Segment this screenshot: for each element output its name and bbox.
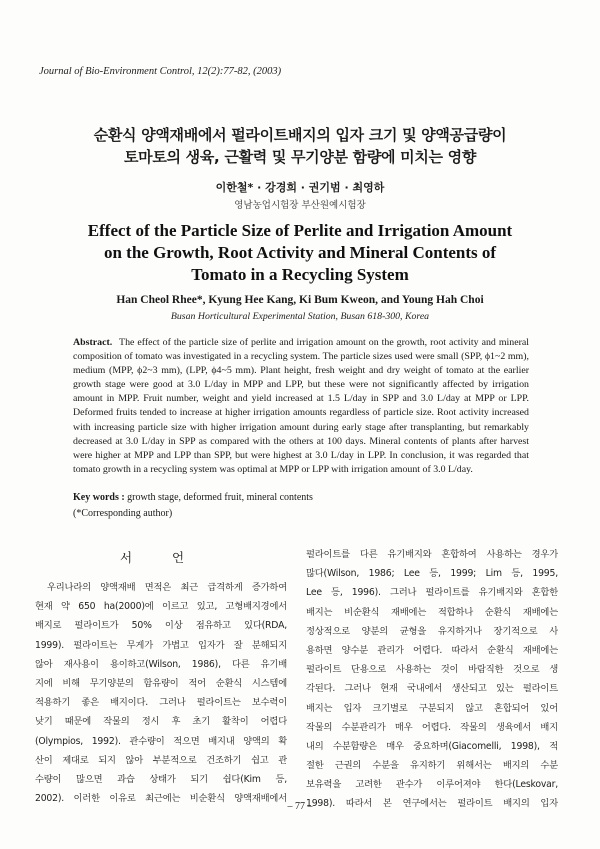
intro-right-line: 정상적으로 양분의 균형을 유지하거나 장기적으로 사	[306, 625, 558, 637]
intro-right-line: 내의 수분함량은 매우 중요하며(Giacomelli, 1998), 적	[306, 740, 558, 752]
intro-right-line: 펄라이트 단용으로 사용하는 것이 바람직한 것으로 생	[306, 664, 558, 676]
korean-affiliation: 영남농업시험장 부산원예시험장	[234, 200, 366, 211]
intro-left-line: 우리나라의 양액재배 면적은 최근 급격하게 증가하여	[47, 582, 287, 593]
korean-title-line-1: 순환식 양액재배에서 펄라이트배지의 입자 크기 및 양액공급량이	[93, 126, 507, 144]
intro-right-line: 보유력을 고려한 관수가 이루어져야 한다(Leskovar,	[306, 779, 558, 791]
intro-right-line: 1998). 따라서 본 연구에서는 펄라이트 배지의 입자	[306, 798, 558, 810]
english-title-line-1: Effect of the Particle Size of Perlite and Irrigation Amount	[87, 221, 513, 240]
korean-authors: 이한철* · 강경희 · 권기범 · 최영하	[215, 181, 385, 194]
intro-right-line: 절한 근권의 수분을 유지하기 위해서는 배지의 수분	[306, 760, 558, 772]
intro-right-line: Lee 등, 1996). 그러나 펄라이트를 유기배지와 혼합한	[306, 587, 558, 599]
intro-left-line: 현재 약 650 ha(2000)에 이르고 있고, 고형배지경에서	[35, 601, 287, 613]
intro-right-line: 배지는 비순환식 재배에는 적합하나 순환식 재배에는	[306, 606, 558, 618]
intro-right-line: 용하면 양수분 관리가 어렵다. 따라서 순환식 재배에는	[306, 644, 558, 656]
intro-right-line: 많다(Wilson, 1986; Lee 등, 1999; Lim 등, 1995,	[306, 568, 558, 580]
abstract-text: The effect of the particle size of perlite and irrigation amount on the growth, root activity and mineral composition of tomato was investigated in a recycling system. The particle sizes used were small (SPP, ϕ1~2 mm), medium (MPP, ϕ2~3 mm), (LPP, ϕ4~5 mm). Plant height, fresh weight and dry weight of tomato at the earlier growth stage were good at 3.0 L/day in MPP and LPP, but these were not significantly affected by irrigation amount in MPP. Fruit number, weight and yield increased at 1.5 L/day in SPP and 3.0 L/day at MPP or LPP. Deformed fruits tended to increase at higher irrigation amounts regardless of particle size. Root activity increased with increasing particle size with higher irrigation amount during early stage after transplanting, but remarkably decreased at 3.0 L/day in SPP as compared with the others at 100 days. Mineral contents of plants after harvest were higher at MPP and LPP than SPP, but were highest at 3.0 L/day in LPP. In conclusion, it was regarded that tomato growth in a recycling system was optimal at MPP or LPP with irrigation amount of 3.0 L/day.	[73, 337, 529, 475]
intro-left-line: 낮기 때문에 작물의 정시 후 초기 활착이 어렵다	[35, 716, 287, 728]
journal-citation: Journal of Bio-Environment Control, 12(2):77-82, (2003)	[39, 66, 282, 77]
section-heading-introduction: 서 언	[119, 550, 203, 565]
keywords-label: Key words :	[73, 492, 125, 503]
keywords-text: growth stage, deformed fruit, mineral contents	[127, 492, 313, 503]
intro-right-line: 배지는 입자 크기별로 구분되지 않고 혼합되어 있어	[306, 702, 558, 714]
body-column-right	[306, 545, 558, 814]
abstract	[73, 336, 529, 477]
intro-left-line: 수량이 많으면 과습 상태가 되기 쉽다(Kim 등,	[35, 773, 287, 785]
body-column-left	[35, 578, 287, 808]
corresponding-author-note: (*Corresponding author)	[73, 508, 173, 519]
english-title-line-3: Tomato in a Recycling System	[191, 265, 409, 284]
intro-left-line: 2002). 이러한 이유로 최근에는 비순환식 양액재배에서	[35, 793, 287, 805]
keywords	[73, 492, 529, 503]
intro-left-line: 배지로 펄라이트가 50% 이상 점유하고 있다(RDA,	[35, 620, 287, 632]
intro-right-line: 각된다. 그러나 현재 국내에서 생산되고 있는 펄라이트	[306, 683, 558, 695]
intro-right-line: 펄라이트를 다른 유기배지와 혼합하여 사용하는 경우가	[306, 549, 558, 560]
intro-left-line: (Olympios, 1992). 관수량이 적으면 배지내 양액의 확	[35, 735, 287, 747]
intro-left-line: 지에 비해 무기양분의 함유량이 적어 순환식 시스템에	[35, 677, 287, 689]
english-affiliation: Busan Horticultural Experimental Station, Busan 618-300, Korea	[170, 311, 430, 322]
korean-title-line-2: 토마토의 생육, 근활력 및 무기양분 함량에 미치는 영향	[123, 148, 477, 166]
intro-right-line: 작물의 수분관리가 매우 어렵다. 작물의 생육에서 배지	[306, 721, 558, 733]
intro-left-line: 않아 재사용이 용이하고(Wilson, 1986), 다른 유기배	[35, 658, 287, 670]
page-number: – 77 –	[287, 801, 313, 812]
abstract-label: Abstract.	[73, 337, 113, 348]
intro-left-line: 적용하기 좋은 배지이다. 그러나 펄라이트는 보수력이	[35, 697, 287, 709]
intro-left-line: 1999). 펄라이트는 무게가 가볍고 입자가 잘 분해되지	[35, 639, 287, 651]
english-authors: Han Cheol Rhee*, Kyung Hee Kang, Ki Bum Kweon, and Young Hah Choi	[116, 294, 484, 306]
english-title-line-2: on the Growth, Root Activity and Mineral Contents of	[103, 243, 497, 262]
intro-left-line: 산이 제대로 되지 않아 부분적으로 건조하기 쉽고 관	[35, 754, 287, 766]
